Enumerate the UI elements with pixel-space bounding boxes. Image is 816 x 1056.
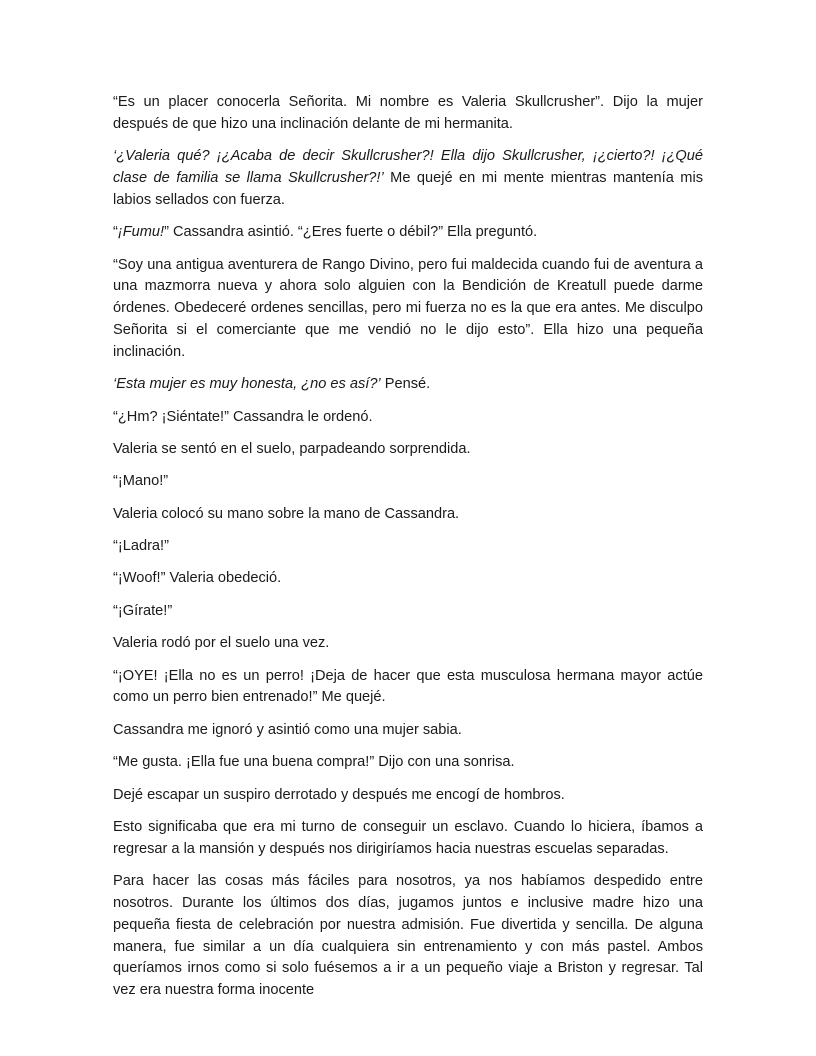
- paragraph: [113, 666, 703, 710]
- paragraph: [113, 222, 703, 244]
- paragraph-emphasis-text: ¡Fumu!: [117, 224, 165, 241]
- paragraph-text: “¡Mano!”: [113, 473, 169, 490]
- paragraph: [113, 568, 703, 590]
- paragraph-text: Valeria rodó por el suelo una vez.: [113, 635, 330, 652]
- paragraph-text: “¡OYE! ¡Ella no es un perro! ¡Deja de hacer que esta musculosa hermana mayor actúe como un perro bien entrenado!” Me quejé.: [113, 667, 703, 706]
- paragraph-thought-text: ‘Esta mujer es muy honesta, ¿no es así?’: [113, 376, 381, 393]
- paragraph: [113, 407, 703, 429]
- paragraph-text: Dejé escapar un suspiro derrotado y después me encogí de hombros.: [113, 786, 565, 803]
- paragraph-text: Para hacer las cosas más fáciles para nosotros, ya nos habíamos despedido entre nosotros. Durante los últimos dos días, jugamos juntos e inclusive madre hizo una pequeña fiesta de celebración por nuestra admisión. Fue divertida y sencilla. De alguna manera, fue similar a un día cualquiera sin entrenamiento y con más pastel. Ambos queríamos irnos como si solo fuésemos a ir a un pequeño viaje a Briston y regresar. Tal vez era nuestra forma inocente: [113, 873, 703, 999]
- paragraph: [113, 146, 703, 211]
- paragraph-text: “¡Woof!” Valeria obedeció.: [113, 570, 282, 587]
- paragraph-text: Me quejé en mi mente mientras mantenía mis labios sellados con fuerza.: [113, 169, 703, 208]
- paragraph-text: Esto significaba que era mi turno de conseguir un esclavo. Cuando lo hiciera, íbamos a regresar a la mansión y después nos dirigiríamos hacia nuestras escuelas separadas.: [113, 819, 703, 857]
- paragraph: [113, 374, 703, 396]
- paragraph: [113, 601, 703, 623]
- paragraph-text: “: [113, 224, 118, 241]
- paragraph-text: “Soy una antigua aventurera de Rango Divino, pero fui maldecida cuando fui de aventura a una mazmorra nueva y ahora solo alguien con la Bendición de Kreatull puede darme órdenes. Obedeceré ordenes sencillas, pero mi fuerza no es la que era antes. Me disculpo Señorita si el comerciante que me vendió no le dijo esto”. Ella hizo una pequeña inclinación.: [113, 256, 703, 360]
- paragraph-text: ” Cassandra asintió. “¿Eres fuerte o débil?” Ella preguntó.: [164, 224, 538, 241]
- paragraph: [113, 504, 703, 526]
- paragraph-text: “¿Hm? ¡Siéntate!” Cassandra le ordenó.: [113, 408, 373, 425]
- paragraph-text: “Es un placer conocerla Señorita. Mi nombre es Valeria Skullcrusher”. Dijo la mujer después de que hizo una inclinación delante de mi hermanita.: [113, 94, 703, 132]
- paragraph: [113, 633, 703, 655]
- paragraph: [113, 720, 703, 742]
- paragraph: [113, 255, 703, 364]
- paragraph: [113, 752, 703, 774]
- paragraph-text: Valeria se sentó en el suelo, parpadeando sorprendida.: [113, 440, 471, 457]
- paragraph: [113, 785, 703, 807]
- paragraph: [113, 439, 703, 461]
- paragraph-text: Pensé.: [380, 376, 431, 393]
- paragraph-text: Valeria colocó su mano sobre la mano de Cassandra.: [113, 505, 460, 522]
- paragraph-thought-text: ‘¿Valeria qué? ¡¿Acaba de decir Skullcrusher?! Ella dijo Skullcrusher, ¡¿cierto?! ¡¿Qué clase de familia se llama Skullcrusher?!’: [113, 148, 703, 186]
- paragraph: [113, 92, 703, 136]
- paragraph-text: “¡Gírate!”: [113, 602, 173, 619]
- paragraph-text: “Me gusta. ¡Ella fue una buena compra!” Dijo con una sonrisa.: [113, 754, 515, 771]
- document-page: [113, 92, 703, 1013]
- paragraph: [113, 817, 703, 861]
- paragraph-text: “¡Ladra!”: [113, 538, 169, 555]
- paragraph: [113, 471, 703, 493]
- paragraph: [113, 536, 703, 558]
- paragraph-text: Cassandra me ignoró y asintió como una mujer sabia.: [113, 721, 462, 738]
- paragraph: [113, 871, 703, 1002]
